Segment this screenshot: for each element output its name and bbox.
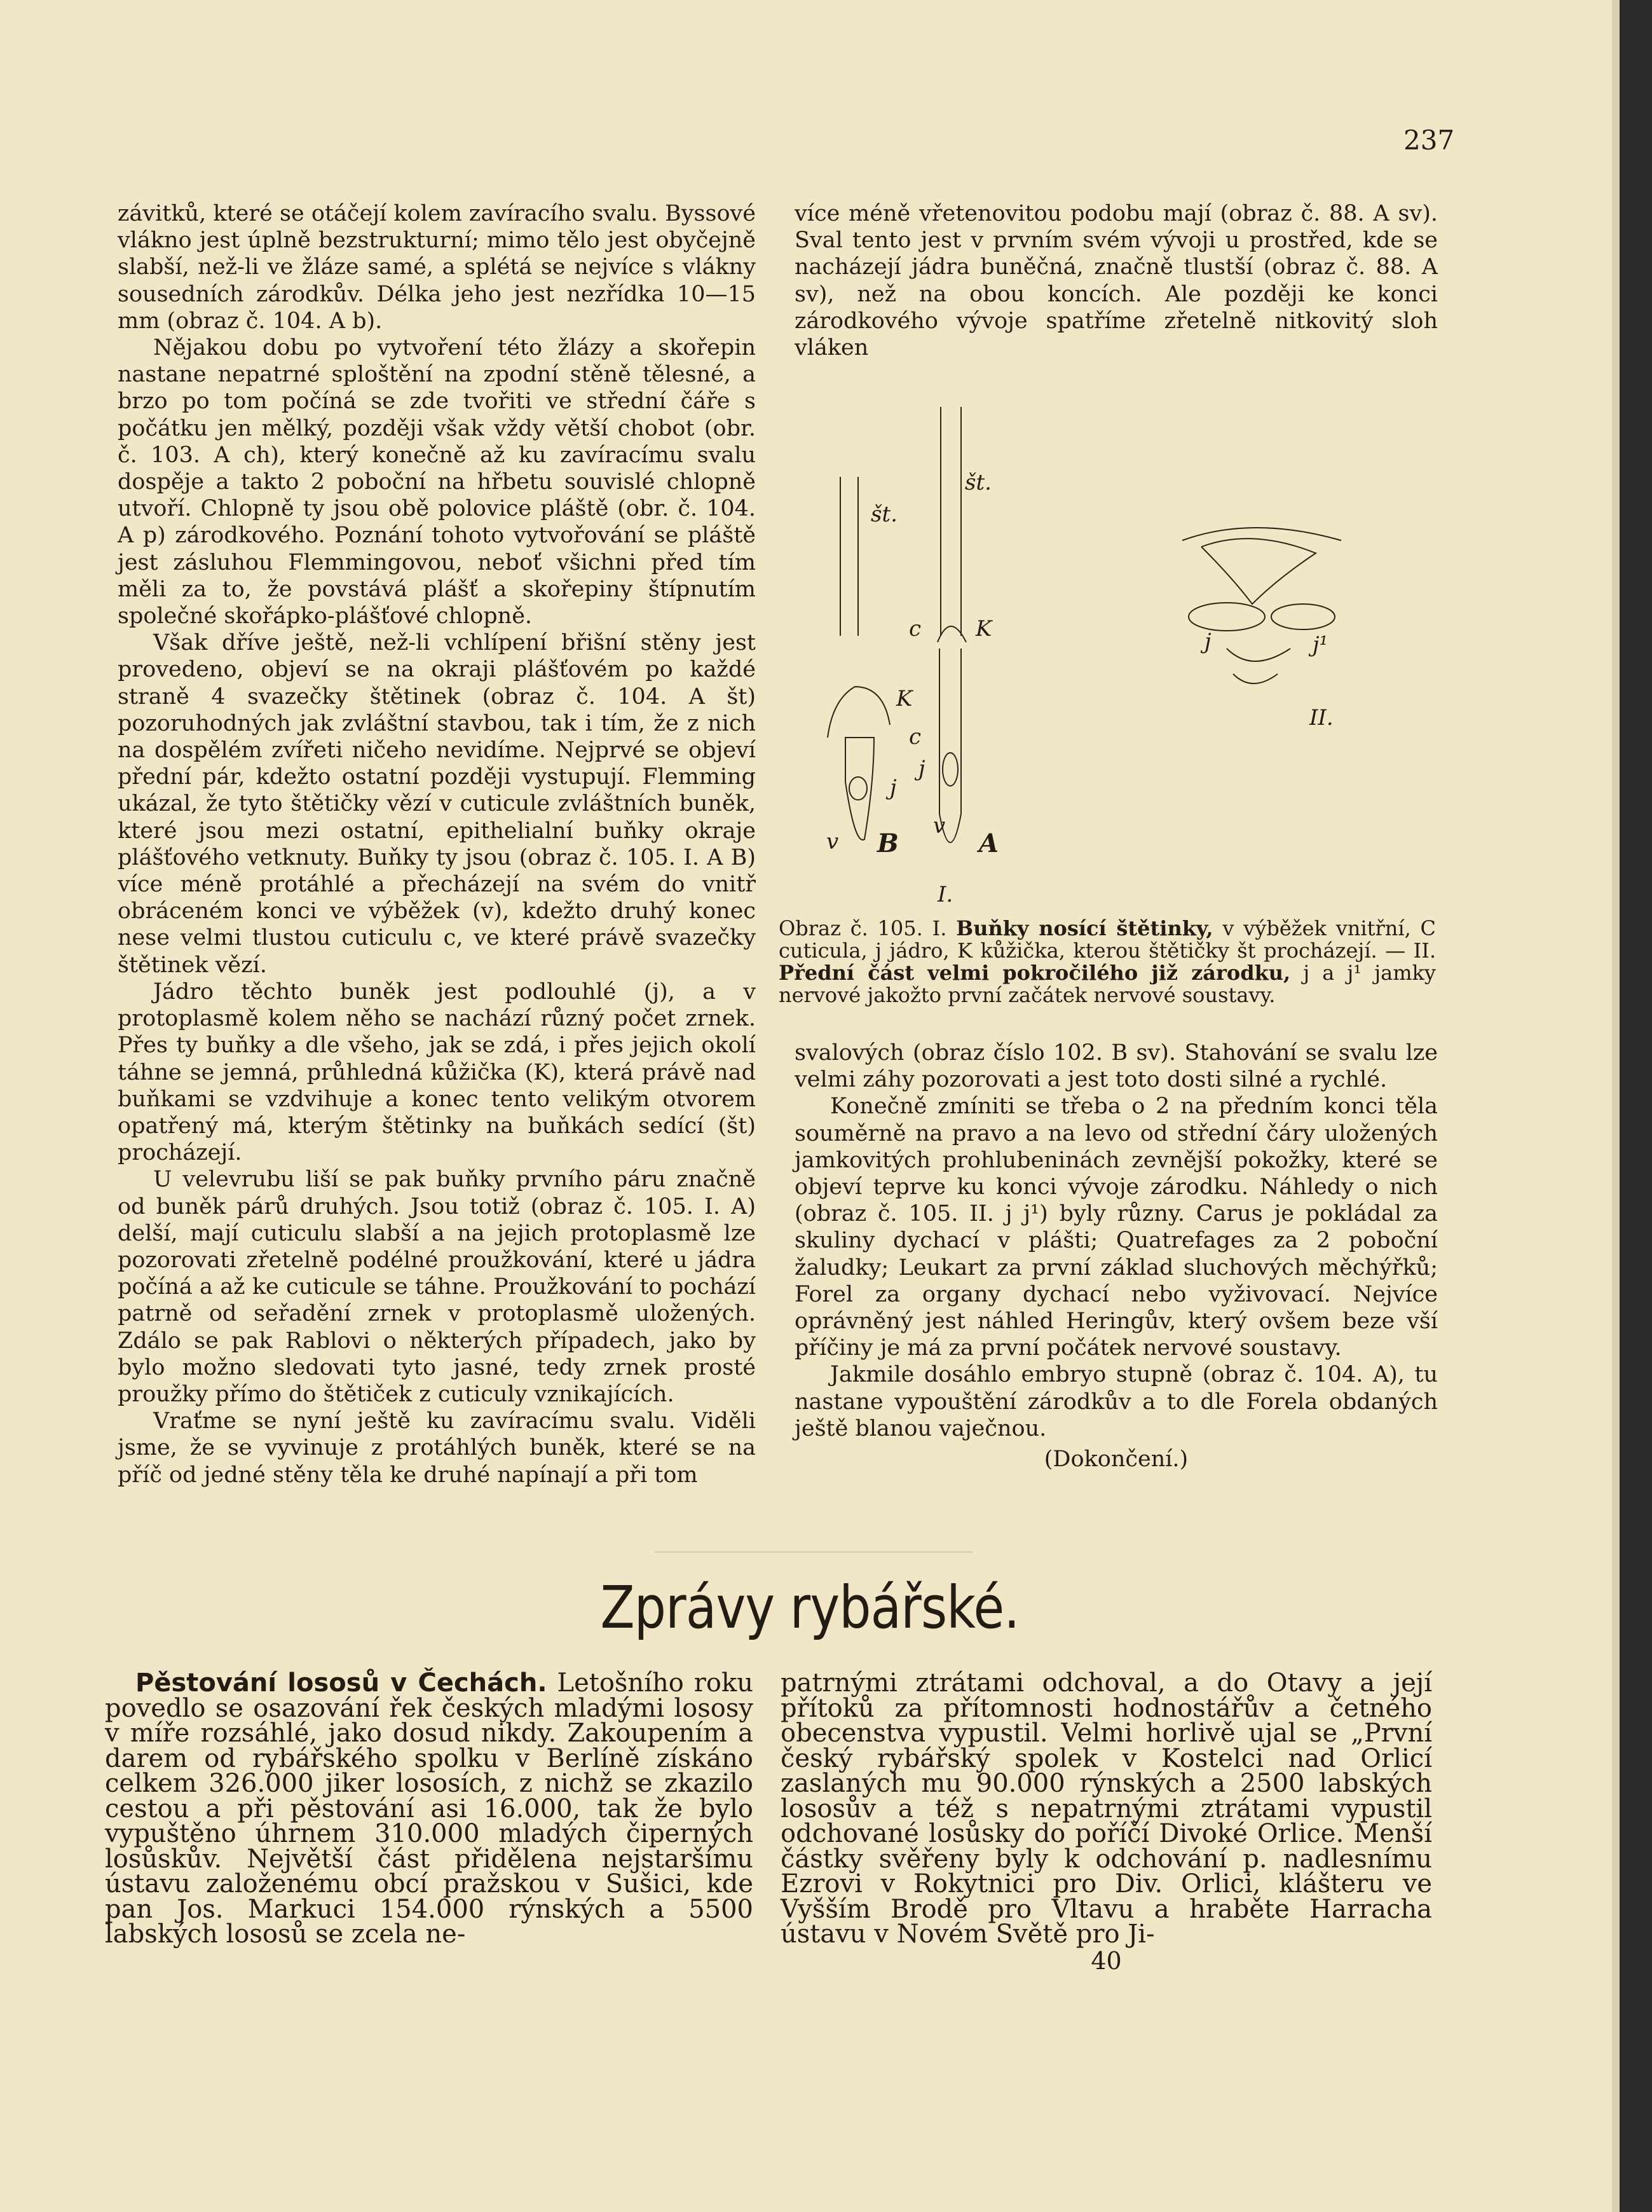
label-b: B (877, 828, 899, 858)
cell-b-bristles (840, 477, 858, 636)
label-ii: II. (1309, 705, 1334, 731)
caption-2-prefix: — II. (1385, 938, 1437, 963)
label-j-left: j (1205, 629, 1212, 654)
label-j-b: j (890, 775, 897, 800)
embryo-base (1233, 674, 1278, 684)
paragraph-5: U velevrubu liší se pak buňky prvního páru značně od buněk párů druhých. Jsou totiž (obraz č. 105. I. A) delší, mají cuticulu slabší a na jejich protoplasmě lze pozorovati zřetelně podélné proužkování, které u jádra počíná a až ke cuticule se táhne. Proužkování to pochází patrně od seřadění zrnek v protoplasmě uložených. Zdálo se pak Rablovi o některých případech, jako by bylo možno sledovati tyto jasné, tedy zrnek prosté proužky přímo do štětiček z cuticuly vznikajících. (118, 1167, 756, 1407)
cell-a-cuticle (938, 626, 966, 642)
paragraph-1: závitků, které se otáčejí kolem zavíracího svalu. Byssové vlákno jest úplně bezstrukturní; mimo tělo jest obyčejně slabší, než-li ve žláze samé, a splétá se nejvíce s vlákny sousedních zárodkův. Délka jeho jest nezřídka 10—15 mm (obraz č. 104. A b). (118, 201, 756, 334)
caption-1-rest: v výběžek vnitřní, C cuticula, j jádro, K kůžička, kterou štětičky št procházejí. (779, 916, 1437, 963)
label-st-a: št. (965, 470, 992, 495)
right-column-bottom (795, 1040, 1438, 1473)
left-column (118, 200, 756, 1488)
figure-105 (795, 369, 1437, 903)
label-k-a: K (976, 616, 992, 642)
paragraph-right-2: Konečně zmíniti se třeba o 2 na předním konci těla souměrně na pravo a na levo od střední čáry uložených jamkovitých prohlubeninách zevnější pokožky, které se objeví teprve ku konci vývoje zárodku. Náhledy o nich (obraz č. 105. II. j j¹) byly různy. Carus je pokládal za skuliny dychací v plášti; Quatrefages za 2 poboční žaludky; Leukart za první základ sluchových měchýřků; Forel za organy dychací nebo vyživovací. Nejvíce oprávněný jest náhled Heringův, který ovšem beze vší příčiny je má za první počátek nervové soustavy. (795, 1094, 1438, 1361)
paragraph-6: Vraťme se nyní ještě ku zavíracímu svalu. Viděli jsme, že se vyvinuje z protáhlých buněk, které se na příč od jedné stěny těla ke druhé napínají a při tom (118, 1408, 756, 1488)
page-edge (1612, 0, 1620, 2212)
right-column-top (795, 200, 1438, 361)
paragraph-2: Nějakou dobu po vytvoření této žlázy a skořepin nastane nepatrné sploštění na zpodní stěně tělesné, a brzo po tom počíná se zde tvořiti ve střední čáře s počátku jen mělký, později však vždy větší chobot (obr. č. 103. A ch), který konečně až ku zavíracímu svalu dospěje a takto 2 poboční na hřbetu souvislé chlopně utvoří. Chlopně ty jsou obě polovice pláště (obr. č. 104. A p) zárodkového. Poznání tohoto vytvořování se pláště jest zásluhou Flemmingovou, neboť všichni před tím měli za to, že povstává plášť a skořepiny štípnutím společné skořápko-plášťové chlopně. (118, 335, 756, 629)
label-st-b: št. (871, 502, 898, 527)
cell-b-nucleus (849, 777, 867, 800)
embryo-outline-top (1182, 528, 1341, 540)
label-v-b: v (826, 829, 839, 855)
label-j-a: j (918, 756, 925, 781)
embryo-lower (1227, 649, 1290, 661)
page-border (1620, 0, 1652, 2212)
label-c-b: c (909, 724, 922, 750)
news-left-text: Letošního roku povedlo se osazování řek českých mladými lososy v míře rozsáhlé, jako dosud nikdy. Zakoupením a darem od rybářského spolku v Berlíně získáno celkem 326.000 jiker lososích, z nichž se zkazilo cestou a při pěstování asi 16.000, tak že bylo vypuštěno úhrnem 310.000 mladých čiperných losůskův. Největší část přidělena nejstaršímu ústavu založenému obcí pražskou v Sušici, kde pan Jos. Markuci 154.000 rýnských a 5500 labských lososů se zcela ne- (105, 1668, 754, 1949)
label-c-a: c (909, 616, 922, 642)
paragraph-right-3: Jakmile dosáhlo embryo stupně (obraz č. 104. A), tu nastane vypouštění zárodkův a to dle Forela obdaných ještě blanou vaječnou. (795, 1362, 1438, 1441)
label-k-b: K (896, 686, 913, 711)
label-j1-right: j¹ (1313, 632, 1328, 657)
signature-number: 40 (1091, 1946, 1122, 1975)
embryo-pit-left (1189, 603, 1265, 631)
section-headline: Zprávy rybářské. (600, 1574, 1020, 1642)
caption-2-rest: j a j¹ jamky nervové jakožto první začátek nervové soustavy. (779, 961, 1437, 1007)
label-a: A (979, 828, 999, 858)
embryo-pit-right (1271, 604, 1335, 629)
section-separator (655, 1551, 973, 1553)
cell-a-nucleus (943, 753, 958, 786)
page-number: 237 (1403, 125, 1455, 156)
caption-1-prefix: Obraz č. 105. I. (779, 916, 947, 940)
paragraph-4: Jádro těchto buněk jest podlouhlé (j), a v protoplasmě kolem něho se nachází různý počet zrnek. Přes ty buňky a dle všeho, jak se zdá, i přes jejich okolí táhne se jemná, průhledná kůžička (K), která právě nad buňkami se vzdvihuje a konec tento velikým otvorem opatřený má, kterým štětinky na buňkách sedící (št) procházejí. (118, 979, 756, 1166)
news-right-text: patrnými ztrátami odchoval, a do Otavy a její přítoků za přítomnosti hodnostářův a četného obecenstva vypustil. Velmi horlivě ujal se „První český rybářský spolek v Kostelci nad Orlicí zaslaných mu 90.000 rýnských a 2500 labských lososův a též s nepatrnými ztrátami vypustil odchované losůsky do poříčí Divoké Orlice. Menší částky svěřeny byly k odchování p. nadlesnímu Ezrovi v Rokytnici pro Div. Orlici, klášteru ve Vyšším Brodě pro Vltavu a hraběte Harracha ústavu v Novém Světě pro Ji- (781, 1668, 1432, 1949)
label-i: I. (938, 882, 953, 903)
cell-b-cuticle (828, 687, 890, 738)
news-title: Pěstování lososů v Čechách. (135, 1668, 547, 1698)
paragraph-right-top: více méně vřetenovitou podobu mají (obraz č. 88. A sv). Sval tento jest v prvním svém vývoji u prostřed, kde se nacházejí jádra buněčná, značně tlustší (obraz č. 88. A sv), než na obou koncích. Ale později ke konci zárodkového vývoje spatříme zřetelně nitkovitý sloh vláken (795, 201, 1438, 361)
caption-1-bold: Buňky nosící štětinky, (956, 916, 1213, 940)
cell-a-bristles (941, 407, 961, 636)
caption-2-bold: Přední část velmi pokročilého již zárodku, (779, 961, 1291, 985)
paragraph-right-1: svalových (obraz číslo 102. B sv). Stahování se svalu lze velmi záhy pozorovati a jest toto dosti silné a rychlé. (795, 1040, 1438, 1093)
figure-caption (779, 917, 1436, 1006)
paragraph-3: Však dříve ještě, než-li vchlípení břišní stěny jest provedeno, objeví se na okraji plášťovém po každé straně 4 svazečky štětinek (obraz č. 104. A št) pozoruhodných jak zvláštní stavbou, tak i tím, že z nich na dospělém zvířeti ničeho nevidíme. Nejprvé se objeví přední pár, kdežto ostatní později vystupují. Flemming ukázal, že tyto štětičky vězí v cuticule zvláštních buněk, které jsou mezi ostatní, epithelialní buňky okraje plášťového vetknuty. Buňky ty jsou (obraz č. 105. I. A B) více méně protáhlé a přecházejí na svém do vnitř obráceném konci ve výběžek (v), kdežto druhý konec nese velmi tlustou cuticulu c, ve které právě svazečky štětinek vězí. (118, 630, 756, 978)
embryo-inner (1201, 539, 1316, 604)
signoff: (Dokončení.) (1044, 1446, 1189, 1473)
label-v-a: v (933, 813, 946, 839)
figure-illustration (795, 369, 1437, 903)
news-right (781, 1668, 1432, 1975)
news-left (105, 1668, 754, 1949)
